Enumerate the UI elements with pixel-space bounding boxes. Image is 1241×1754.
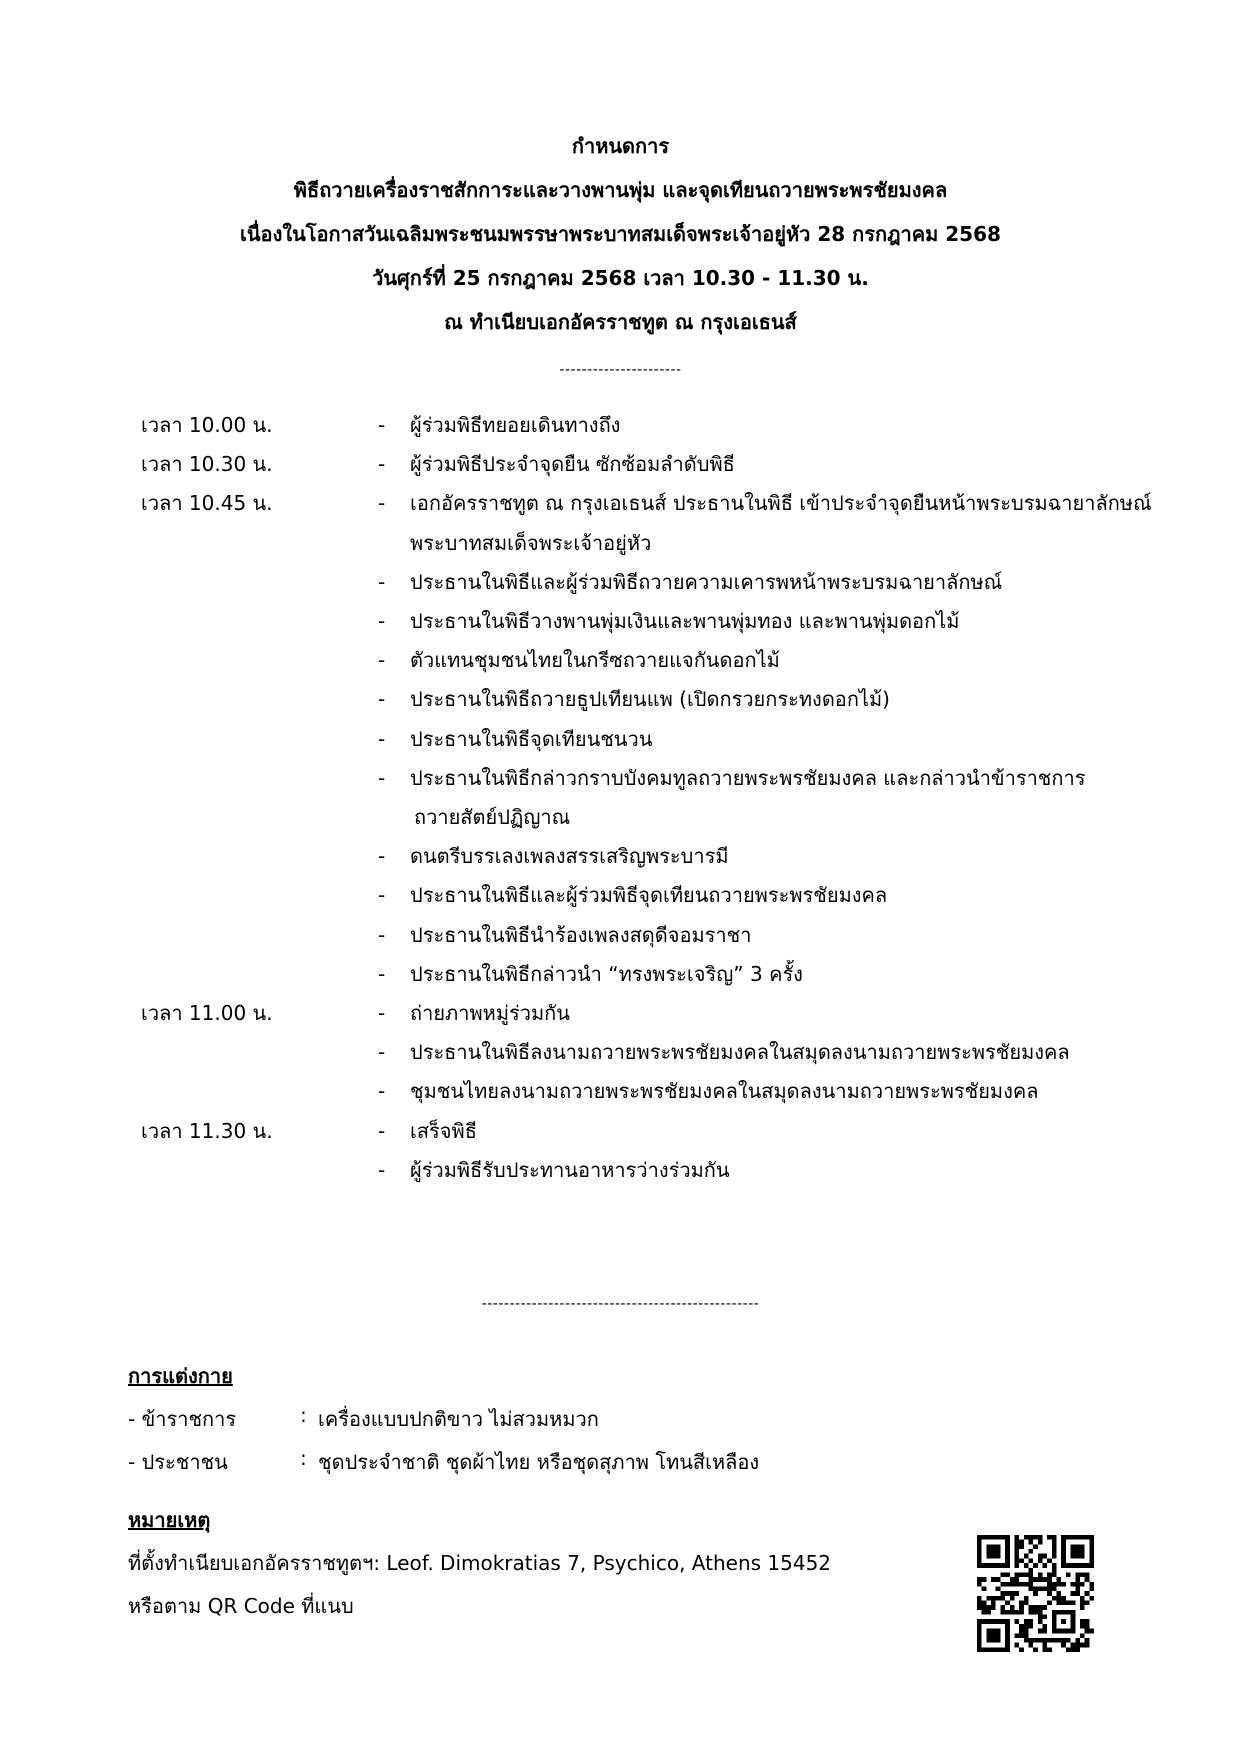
schedule-bullet: -	[378, 883, 386, 907]
schedule-bullet: -	[378, 923, 386, 947]
dress-code-colon: :	[300, 1446, 307, 1470]
schedule-bullet: -	[378, 687, 386, 711]
schedule-bullet: -	[378, 648, 386, 672]
schedule-activity: ประธานในพิธีถวายธูปเทียนแพ (เปิดกรวยกระทงดอกไม้)	[410, 687, 890, 711]
schedule-activity: พระบาทสมเด็จพระเจ้าอยู่หัว	[410, 531, 652, 555]
schedule-time: เวลา 10.45 น.	[141, 491, 273, 515]
schedule-activity: ประธานในพิธีนำร้องเพลงสดุดีจอมราชา	[410, 923, 752, 947]
schedule-activity: เสร็จพิธี	[410, 1119, 477, 1143]
dress-code-value: ชุดประจำชาติ ชุดผ้าไทย หรือชุดสุภาพ โทนสีเหลือง	[318, 1450, 760, 1474]
separator-bottom: --------------------------------------------------	[481, 1296, 760, 1312]
schedule-activity: ชุมชนไทยลงนามถวายพระพรชัยมงคลในสมุดลงนามถวายพระพรชัยมงคล	[410, 1079, 1039, 1103]
schedule-activity: ประธานในพิธีกล่าวนำ “ทรงพระเจริญ” 3 ครั้ง	[410, 962, 803, 986]
venue-line: ณ ทำเนียบเอกอัครราชทูต ณ กรุงเอเธนส์	[444, 310, 797, 334]
schedule-bullet: -	[378, 962, 386, 986]
schedule-activity: ประธานในพิธีและผู้ร่วมพิธีถวายความเคารพหน้าพระบรมฉายาลักษณ์	[410, 570, 1003, 594]
schedule-bullet: -	[378, 491, 386, 515]
schedule-activity: ประธานในพิธีจุดเทียนชนวน	[410, 727, 653, 751]
schedule-bullet: -	[378, 727, 386, 751]
schedule-activity: ผู้ร่วมพิธีทยอยเดินทางถึง	[410, 413, 621, 437]
schedule-activity: เอกอัครราชทูต ณ กรุงเอเธนส์ ประธานในพิธี เข้าประจำจุดยืนหน้าพระบรมฉายาลักษณ์	[410, 491, 1152, 515]
schedule-activity: ประธานในพิธีและผู้ร่วมพิธีจุดเทียนถวายพระพรชัยมงคล	[410, 883, 888, 907]
note-heading: หมายเหตุ	[128, 1508, 211, 1532]
schedule-bullet: -	[378, 766, 386, 790]
dress-code-label: - ข้าราชการ	[128, 1407, 237, 1431]
schedule-time: เวลา 11.30 น.	[141, 1119, 273, 1143]
schedule-bullet: -	[378, 1040, 386, 1064]
schedule-time: เวลา 10.30 น.	[141, 452, 273, 476]
schedule-bullet: -	[378, 609, 386, 633]
schedule-activity: ผู้ร่วมพิธีรับประทานอาหารว่างร่วมกัน	[410, 1158, 730, 1182]
schedule-activity: ตัวแทนชุมชนไทยในกรีซถวายแจกันดอกไม้	[410, 648, 780, 672]
dress-code-label: - ประชาชน	[128, 1450, 228, 1474]
schedule-bullet: -	[378, 452, 386, 476]
schedule-time: เวลา 11.00 น.	[141, 1001, 273, 1025]
note-qr-text: หรือตาม QR Code ที่แนบ	[128, 1594, 354, 1618]
ceremony-title: พิธีถวายเครื่องราชสักการะและวางพานพุ่ม และจุดเทียนถวายพระพรชัยมงคล	[293, 178, 948, 202]
schedule-bullet: -	[378, 844, 386, 868]
dress-code-heading: การแต่งกาย	[128, 1364, 233, 1388]
qr-code-icon[interactable]	[977, 1535, 1094, 1652]
doc-title: กำหนดการ	[571, 134, 670, 158]
schedule-activity: ถวายสัตย์ปฏิญาณ	[414, 805, 571, 829]
schedule-activity: ประธานในพิธีกล่าวกราบบังคมทูลถวายพระพรชัยมงคล และกล่าวนำข้าราชการ	[410, 766, 1086, 790]
note-address: ที่ตั้งทำเนียบเอกอัครราชทูตฯ: Leof. Dimokratias 7, Psychico, Athens 15452	[128, 1551, 832, 1575]
schedule-bullet: -	[378, 570, 386, 594]
schedule-activity: ถ่ายภาพหมู่ร่วมกัน	[410, 1001, 570, 1025]
schedule-activity: ประธานในพิธีวางพานพุ่มเงินและพานพุ่มทอง และพานพุ่มดอกไม้	[410, 609, 960, 633]
occasion-line: เนื่องในโอกาสวันเฉลิมพระชนมพรรษาพระบาทสมเด็จพระเจ้าอยู่หัว 28 กรกฎาคม 2568	[240, 222, 1001, 246]
schedule-bullet: -	[378, 413, 386, 437]
separator-top: ----------------------	[559, 362, 682, 378]
dress-code-colon: :	[300, 1403, 307, 1427]
schedule-bullet: -	[378, 1119, 386, 1143]
schedule-bullet: -	[378, 1158, 386, 1182]
schedule-activity: ดนตรีบรรเลงเพลงสรรเสริญพระบารมี	[410, 844, 729, 868]
dress-code-value: เครื่องแบบปกติขาว ไม่สวมหมวก	[318, 1407, 599, 1431]
schedule-activity: ผู้ร่วมพิธีประจำจุดยืน ซักซ้อมลำดับพิธี	[410, 452, 735, 476]
schedule-activity: ประธานในพิธีลงนามถวายพระพรชัยมงคลในสมุดลงนามถวายพระพรชัยมงคล	[410, 1040, 1070, 1064]
schedule-bullet: -	[378, 1079, 386, 1103]
schedule-time: เวลา 10.00 น.	[141, 413, 273, 437]
schedule-bullet: -	[378, 1001, 386, 1025]
date-time-line: วันศุกร์ที่ 25 กรกฎาคม 2568 เวลา 10.30 - 11.30 น.	[372, 266, 869, 290]
